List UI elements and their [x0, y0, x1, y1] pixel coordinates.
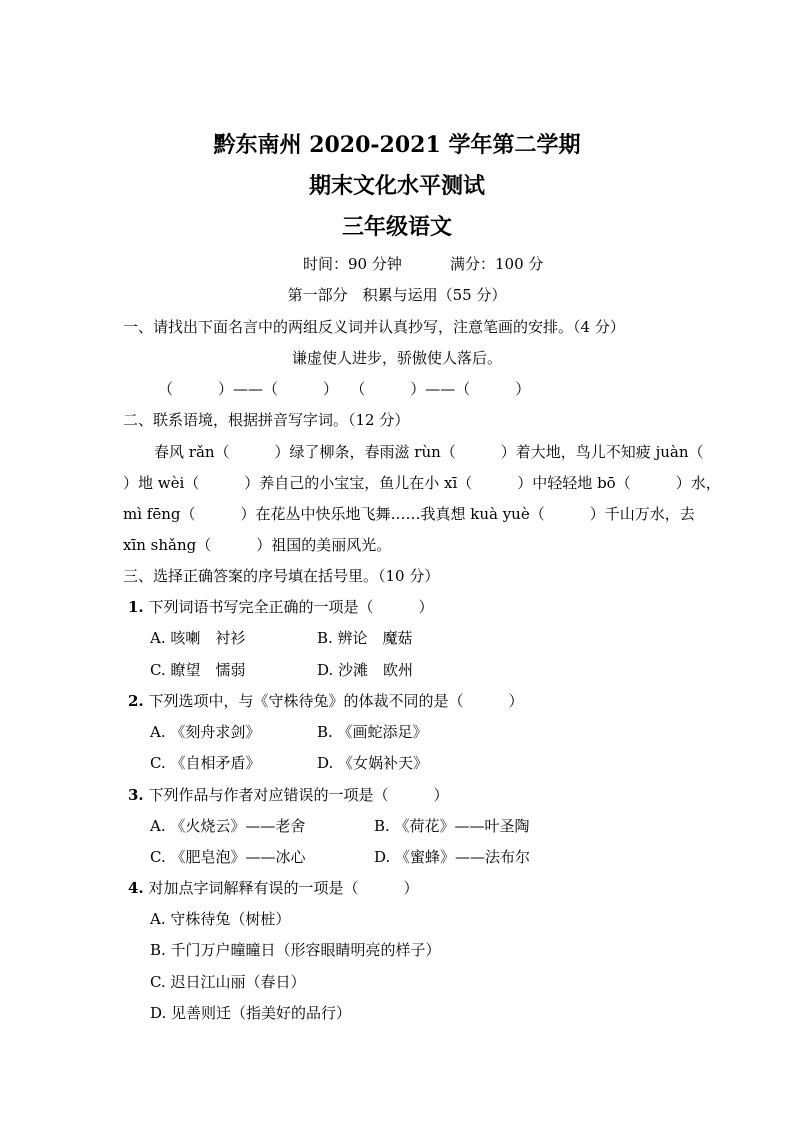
- exam-time: 时间：90 分钟: [303, 255, 402, 273]
- q3-item2-option-a: A. 《刻舟求剑》: [150, 723, 261, 741]
- q1-quote: 谦虚使人进步，骄傲使人落后。: [291, 349, 502, 367]
- exam-title-line3: 三年级语文: [341, 214, 452, 240]
- q3-item3-option-c: C. 《肥皂泡》——冰心: [150, 848, 306, 866]
- q2-passage-line3: mì fēng（ ）在花丛中快乐地飞舞……我真想 kuà yuè（ ）千山万水，去: [123, 505, 695, 523]
- q3-item3-option-b: B. 《荷花》——叶圣陶: [374, 817, 530, 835]
- q3-item1-number: 1.: [128, 598, 144, 616]
- q3-item4-option-d: D. 见善则迁（指美好的品行）: [150, 1004, 352, 1022]
- q3-item2-stem: [128, 691, 523, 711]
- part-one-heading: 第一部分 积累与运用（55 分）: [287, 286, 507, 304]
- q2-passage-line2: ）地 wèi（ ）养自己的小宝宝，鱼儿在小 xī（ ）中轻轻地 bō（ ）水，: [123, 474, 721, 492]
- q3-item1-option-b: B. 辨论 魔菇: [317, 629, 413, 647]
- q3-item3-stem: [128, 785, 448, 805]
- q3-item3-option-d: D. 《蜜蜂》——法布尔: [374, 848, 531, 866]
- q3-item2-option-d: D. 《女娲补天》: [317, 754, 429, 772]
- q2-passage-line4: xīn shǎng（ ）祖国的美丽风光。: [123, 536, 392, 554]
- q3-item4-option-b: B. 千门万户曈曈日（形容眼睛明亮的样子）: [150, 941, 441, 959]
- q3-item3-option-a: A. 《火烧云》——老舍: [150, 817, 306, 835]
- q3-item4-stem: [128, 878, 418, 898]
- q3-item1-text: 下列词语书写完全正确的一项是（ ）: [148, 598, 434, 616]
- q3-item4-option-c: C. 迟日江山丽（春日）: [150, 973, 306, 991]
- q3-item2-option-b: B. 《画蛇添足》: [317, 723, 428, 741]
- q3-item4-text: 对加点字词解释有误的一项是（ ）: [148, 879, 419, 897]
- q2-passage-line1: 春风 rǎn（ ）绿了柳条，春雨滋 rùn（ ）着大地，鸟儿不知疲 juàn（: [154, 443, 704, 461]
- q3-item1-option-a: A. 咳喇 衬衫: [150, 629, 246, 647]
- q3-item3-text: 下列作品与作者对应错误的一项是（ ）: [148, 786, 449, 804]
- q3-heading: 三、选择正确答案的序号填在括号里。（10 分）: [123, 567, 440, 585]
- q3-item4-number: 4.: [128, 879, 144, 897]
- q3-item3-number: 3.: [128, 786, 144, 804]
- q3-item1-option-d: D. 沙滩 欧州: [317, 661, 414, 679]
- q2-heading: 二、联系语境，根据拼音写字词。（12 分）: [123, 411, 410, 429]
- q3-item2-option-c: C. 《自相矛盾》: [150, 754, 261, 772]
- q3-item1-option-c: C. 瞭望 懦弱: [150, 661, 246, 679]
- exam-title-line2: 期末文化水平测试: [308, 173, 485, 199]
- q1-heading: 一、请找出下面名言中的两组反义词并认真抄写，注意笔画的安排。（4 分）: [123, 318, 625, 336]
- exam-full-score: 满分：100 分: [450, 255, 544, 273]
- q3-item2-text: 下列选项中，与《守株待兔》的体裁不同的是（ ）: [148, 692, 524, 710]
- exam-title-line1: 黔东南州 2020-2021 学年第二学期: [213, 132, 581, 158]
- q1-answer-blanks: （ ）——（ ） （ ）——（ ）: [158, 380, 531, 398]
- q3-item2-number: 2.: [128, 692, 144, 710]
- q3-item4-option-a: A. 守株待兔（树桩）: [150, 910, 291, 928]
- q3-item1-stem: [128, 597, 433, 617]
